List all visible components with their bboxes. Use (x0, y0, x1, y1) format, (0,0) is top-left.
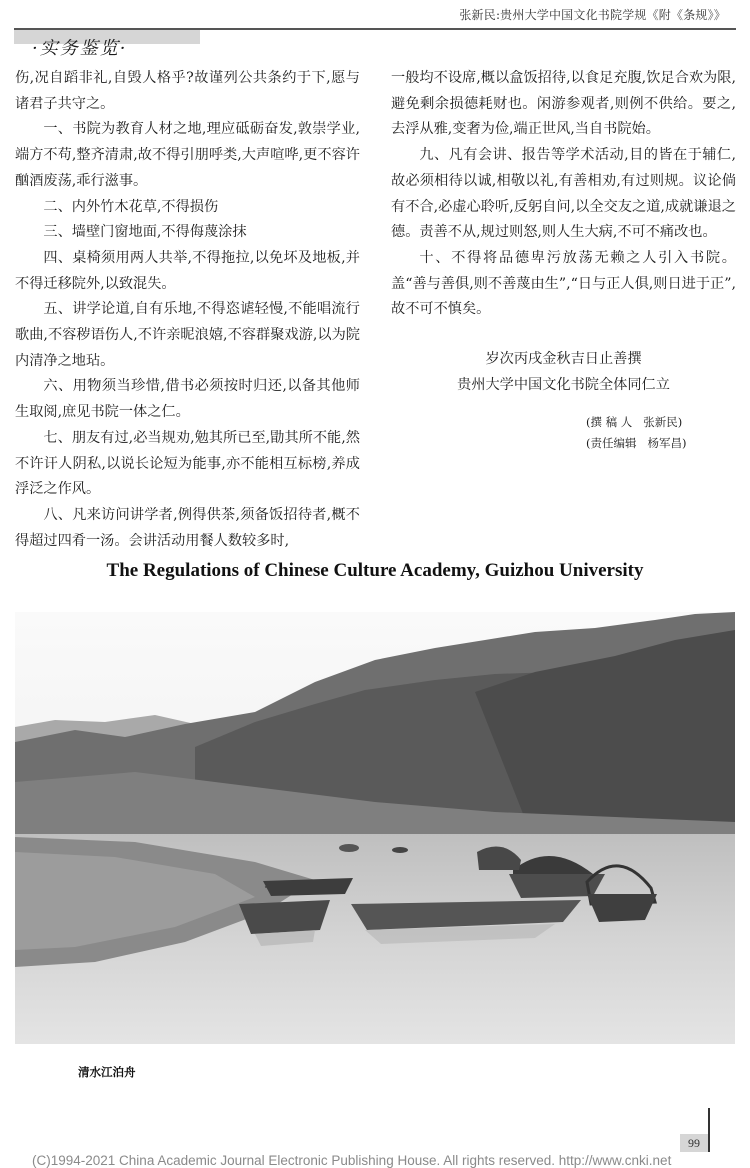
rule-item-9: 九、凡有会讲、报告等学术活动,目的皆在于辅仁,故必须相待以诚,相敬以礼,有善相劝,有过则规。议论倘有不合,必虚心聆听,反躬自问,以全交友之道,成就谦退之德。责善不从,规过则怒,则人生大病,不可不痛改也。 (391, 147, 736, 241)
paragraph: 一般均不设席,概以盒饭招待,以食足充腹,饮足合欢为限,避免剩余损德耗财也。闲游参观者,则例不供给。要之,去浮从雅,变奢为俭,端正世风,当自书院始。 (391, 70, 736, 138)
section-tag: ·实务鉴览· (32, 38, 128, 59)
rule-item-1: 一、书院为教育人材之地,理应砥砺奋发,敦崇学业,端方不苟,整齐清肃,故不得引朋呼类,大声喧哗,更不容许酗酒废荡,乖行滋事。 (15, 121, 360, 189)
rule-item-3: 三、墙壁门窗地面,不得侮蔑涂抹 (43, 224, 247, 241)
rule-item-5: 五、讲学论道,自有乐地,不得恣谑轻慢,不能唱流行歌曲,不容秽语伤人,不许亲昵浪嬉,不容群聚戏游,以为院内清净之地玷。 (15, 301, 360, 369)
left-column (15, 66, 360, 554)
copyright-footer: (C)1994-2021 China Academic Journal Electronic Publishing House. All rights reserved. http://www.cnki.net (32, 1153, 672, 1168)
river-boats-photo (15, 612, 735, 1044)
rule-item-4: 四、桌椅须用两人共举,不得拖拉,以免坏及地板,并不得迁移院外,以致混失。 (15, 249, 360, 292)
running-header: 张新民:贵州大学中国文化书院学规《附《条规》》 (459, 8, 726, 22)
page-number: 99 (680, 1134, 708, 1152)
signature-org: 贵州大学中国文化书院全体同仁立 (457, 376, 670, 393)
credit-editor (391, 433, 736, 454)
credit-author (391, 412, 736, 433)
page-number-rule (708, 1108, 710, 1152)
english-title: The Regulations of Chinese Culture Academy, Guizhou University (106, 560, 644, 581)
credit-role: (责任编辑 (586, 436, 637, 451)
credits (391, 412, 736, 454)
rule-item-8: 八、凡来访问讲学者,例得供茶,须备饭招待者,概不得超过四肴一汤。会讲活动用餐人数较多时, (15, 506, 360, 549)
credit-person: 杨军昌) (647, 436, 687, 451)
paragraph: 伤,况自蹈非礼,自毁人格乎?故谨列公共条约于下,愿与诸君子共守之。 (15, 70, 360, 112)
rule-item-7: 七、朋友有过,必当规劝,勉其所已至,勖其所不能,然不许讦人阴私,以说长论短为能事,亦不能相互标榜,养成浮泛之作风。 (15, 429, 360, 498)
rule-item-10: 十、不得将品德卑污放荡无赖之人引入书院。盖“善与善俱,则不善蔑由生”,“日与正人俱,则日进于正”,故不可不慎矣。 (391, 249, 736, 318)
photo-caption: 清水江泊舟 (78, 1065, 136, 1079)
rule-item-2: 二、内外竹木花草,不得损伤 (43, 198, 219, 215)
right-column (391, 66, 736, 454)
rule-item-6: 六、用物须当珍惜,借书必须按时归还,以备其他师生取阅,庶见书院一体之仁。 (15, 378, 360, 421)
signature-date: 岁次丙戌金秋吉日止善撰 (485, 351, 642, 368)
credit-role: (撰 稿 人 (586, 415, 633, 430)
credit-person: 张新民) (643, 415, 683, 430)
